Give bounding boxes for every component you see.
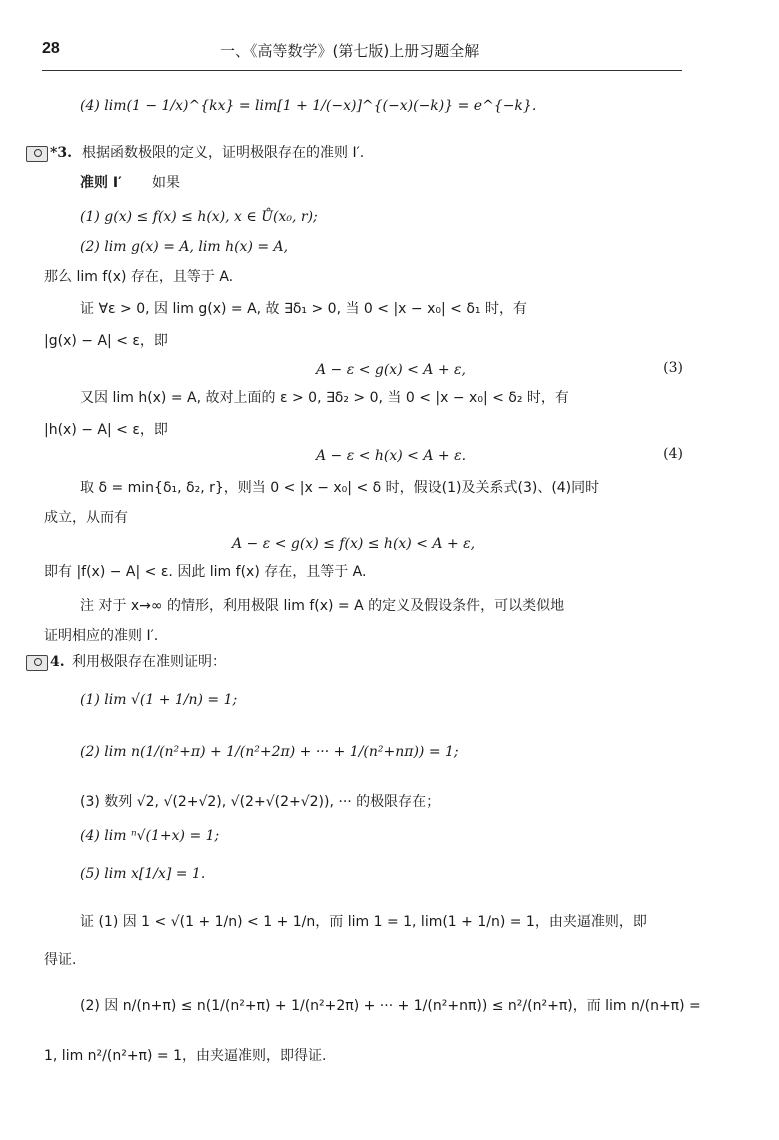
exercise-4-item-1: (1) lim √(1 + 1/n) = 1; xyxy=(80,692,238,708)
page-number: 28 xyxy=(42,40,60,57)
proof-3-line-5: 取 δ = min{δ₁, δ₂, r}，则当 0 < |x − x₀| < δ 时，假设(1)及关系式(3)、(4)同时 xyxy=(80,480,600,496)
item-4-limit-e: (4) lim(1 − 1/x)^{kx} = lim[1 + 1/(−x)]^{(−x)(−k)} = e^{−k}. xyxy=(80,98,537,114)
exercise-4-item-4: (4) lim ⁿ√(1+x) = 1; xyxy=(80,828,220,844)
proof-3-line-1: 证 ∀ε > 0, 因 lim g(x) = A, 故 ∃δ₁ > 0, 当 0 < |x − x₀| < δ₁ 时，有 xyxy=(80,301,527,317)
magnifier-icon xyxy=(26,655,48,671)
equation-3: A − ε < g(x) < A + ε, xyxy=(316,362,467,378)
note-line-2: 证明相应的准则 I′. xyxy=(44,628,159,644)
proof-3-line-7: 即有 |f(x) − A| < ε. 因此 lim f(x) 存在，且等于 A. xyxy=(44,564,367,580)
rule-conclusion: 那么 lim f(x) 存在，且等于 A. xyxy=(44,269,234,285)
equation-3-tag: (3) xyxy=(663,360,683,376)
proof-3-line-2: |g(x) − A| < ε，即 xyxy=(44,333,168,349)
proof-4-line-4: 1, lim n²/(n²+π) = 1，由夹逼准则，即得证. xyxy=(44,1048,327,1064)
proof-4-line-1: 证 (1) 因 1 < √(1 + 1/n) < 1 + 1/n，而 lim 1 = 1, lim(1 + 1/n) = 1，由夹逼准则，即 xyxy=(80,914,647,930)
exercise-4-number: 4. xyxy=(50,654,65,670)
exercise-4-item-2: (2) lim n(1/(n²+π) + 1/(n²+2π) + ··· + 1/(n²+nπ)) = 1; xyxy=(80,744,459,760)
running-header: 一、《高等数学》(第七版)上册习题全解 xyxy=(220,42,480,60)
condition-2: (2) lim g(x) = A, lim h(x) = A, xyxy=(80,239,289,255)
exercise-4-text: 利用极限存在准则证明： xyxy=(72,654,226,670)
exercise-3-text: 根据函数极限的定义，证明极限存在的准则 I′. xyxy=(82,145,365,161)
rule-intro: 如果 xyxy=(152,175,180,191)
proof-3-line-6: 成立，从而有 xyxy=(44,510,128,526)
magnifier-icon xyxy=(26,146,48,162)
equation-4-tag: (4) xyxy=(663,446,683,462)
proof-4-line-3: (2) 因 n/(n+π) ≤ n(1/(n²+π) + 1/(n²+2π) + ··· + 1/(n²+nπ)) ≤ n²/(n²+π)，而 lim n/(n+π) = xyxy=(80,998,701,1014)
proof-3-line-3: 又因 lim h(x) = A, 故对上面的 ε > 0, ∃δ₂ > 0, 当 0 < |x − x₀| < δ₂ 时，有 xyxy=(80,390,569,406)
note-line-1: 注 对于 x→∞ 的情形，利用极限 lim f(x) = A 的定义及假设条件，可以类似地 xyxy=(80,598,565,614)
exercise-4-item-5: (5) lim x[1/x] = 1. xyxy=(80,866,206,882)
header-rule xyxy=(42,70,682,71)
rule-label: 准则 I′ xyxy=(80,175,122,191)
exercise-4-item-3: (3) 数列 √2, √(2+√2), √(2+√(2+√2)), ··· 的极限存在； xyxy=(80,794,441,810)
exercise-3-number: *3. xyxy=(50,145,72,161)
proof-3-line-4: |h(x) − A| < ε，即 xyxy=(44,422,168,438)
equation-5: A − ε < g(x) ≤ f(x) ≤ h(x) < A + ε, xyxy=(232,536,476,552)
condition-1: (1) g(x) ≤ f(x) ≤ h(x), x ∈ Ů(x₀, r); xyxy=(80,209,318,225)
equation-4: A − ε < h(x) < A + ε. xyxy=(316,448,467,464)
proof-4-line-2: 得证. xyxy=(44,952,77,968)
